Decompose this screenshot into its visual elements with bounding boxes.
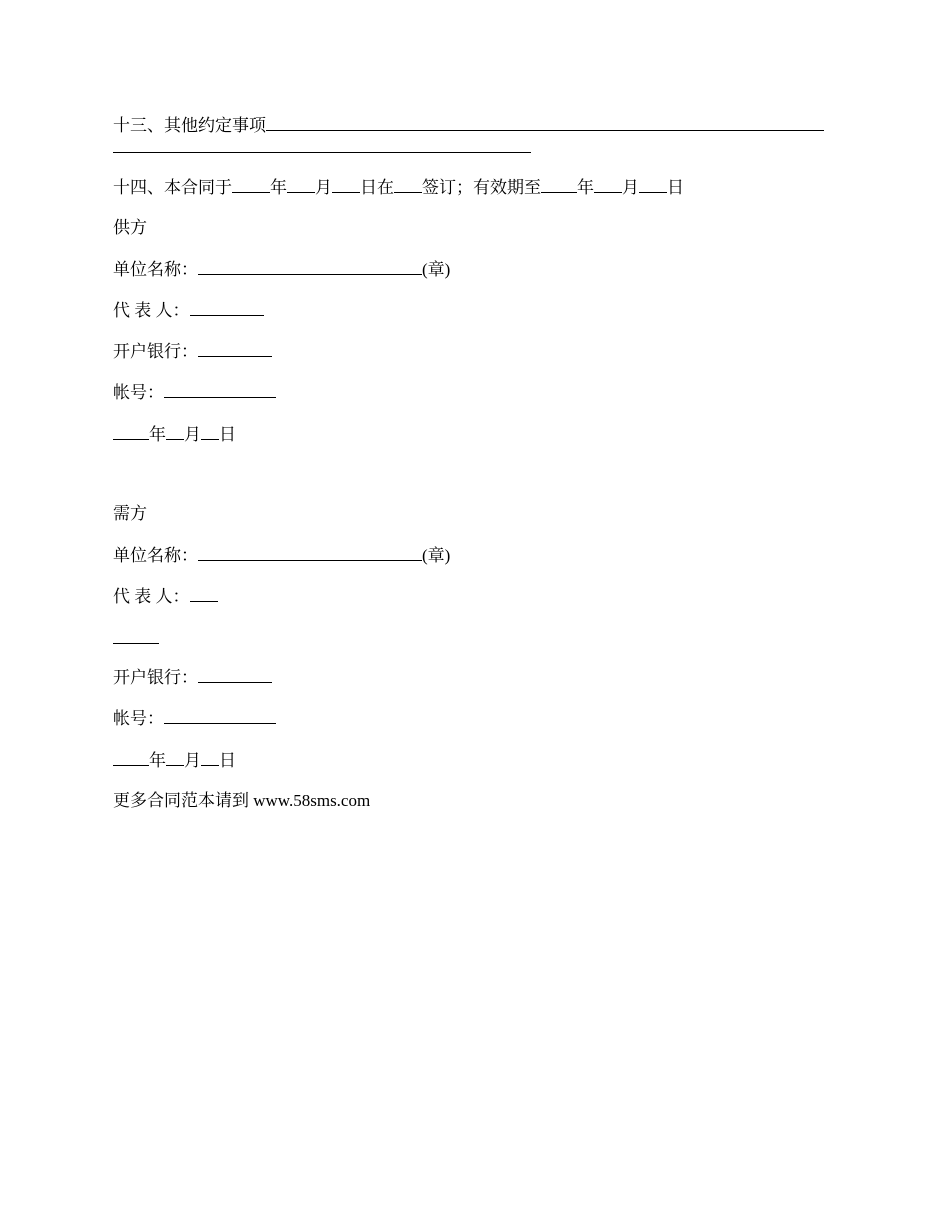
buyer-rep-line xyxy=(113,583,218,609)
supplier-day-blank xyxy=(201,421,219,440)
clause-14-line xyxy=(113,174,684,200)
supplier-bank-line xyxy=(113,338,272,364)
buyer-month-blank xyxy=(166,747,184,766)
buyer-date-line xyxy=(113,747,236,773)
buyer-day-blank xyxy=(201,747,219,766)
valid-month-label: 月 xyxy=(622,178,639,197)
buyer-account-blank xyxy=(164,705,276,724)
footer-text: 更多合同范本请到 www.58sms.com xyxy=(113,791,371,810)
supplier-account-line xyxy=(113,379,276,405)
sign-year-blank xyxy=(232,174,270,193)
valid-year-label: 年 xyxy=(577,178,594,197)
supplier-month-label: 月 xyxy=(184,425,201,444)
supplier-rep-blank xyxy=(190,297,264,316)
sign-year-label: 年 xyxy=(270,178,287,197)
supplier-year-label: 年 xyxy=(149,425,166,444)
supplier-date-line xyxy=(113,421,236,447)
buyer-bank-line xyxy=(113,664,272,690)
sign-month-blank xyxy=(287,174,315,193)
supplier-account-label: 帐号： xyxy=(113,383,164,402)
valid-year-blank xyxy=(541,174,577,193)
supplier-bank-label: 开户银行： xyxy=(113,342,198,361)
valid-month-blank xyxy=(594,174,622,193)
valid-day-label: 日 xyxy=(667,178,684,197)
supplier-seal-label: (章) xyxy=(422,260,451,279)
buyer-unit-line xyxy=(113,542,450,568)
supplier-unit-blank xyxy=(198,256,422,275)
sign-day-blank xyxy=(332,174,360,193)
buyer-account-line xyxy=(113,705,276,731)
clause-13-line xyxy=(113,112,824,138)
signed-valid-label: 签订；有效期至 xyxy=(422,178,541,197)
supplier-unit-line xyxy=(113,256,450,282)
clause-13-blank xyxy=(266,112,824,131)
buyer-month-label: 月 xyxy=(184,751,201,770)
buyer-day-label: 日 xyxy=(219,751,236,770)
clause-13-label: 十三、其他约定事项 xyxy=(113,116,266,135)
buyer-unit-blank xyxy=(198,542,422,561)
supplier-bank-blank xyxy=(198,338,272,357)
buyer-rep-blank xyxy=(190,583,218,602)
supplier-account-blank xyxy=(164,379,276,398)
supplier-day-label: 日 xyxy=(219,425,236,444)
buyer-year-blank xyxy=(113,747,149,766)
supplier-year-blank xyxy=(113,421,149,440)
supplier-rep-line xyxy=(113,297,264,323)
valid-day-blank xyxy=(639,174,667,193)
buyer-heading: 需方 xyxy=(113,504,147,523)
supplier-heading: 供方 xyxy=(113,218,147,237)
sign-day-label: 日在 xyxy=(360,178,394,197)
buyer-year-label: 年 xyxy=(149,751,166,770)
buyer-bank-blank xyxy=(198,664,272,683)
buyer-rep-label: 代 表 人： xyxy=(113,587,190,606)
buyer-account-label: 帐号： xyxy=(113,709,164,728)
supplier-rep-label: 代 表 人： xyxy=(113,301,190,320)
supplier-unit-label: 单位名称： xyxy=(113,260,198,279)
sign-place-blank xyxy=(394,174,422,193)
buyer-rep-continuation-rule xyxy=(113,643,159,644)
supplier-month-blank xyxy=(166,421,184,440)
sign-month-label: 月 xyxy=(315,178,332,197)
buyer-bank-label: 开户银行： xyxy=(113,668,198,687)
clause-13-continuation-rule xyxy=(113,152,531,153)
clause-14-prefix: 十四、本合同于 xyxy=(113,178,232,197)
buyer-unit-label: 单位名称： xyxy=(113,546,198,565)
buyer-seal-label: (章) xyxy=(422,546,451,565)
